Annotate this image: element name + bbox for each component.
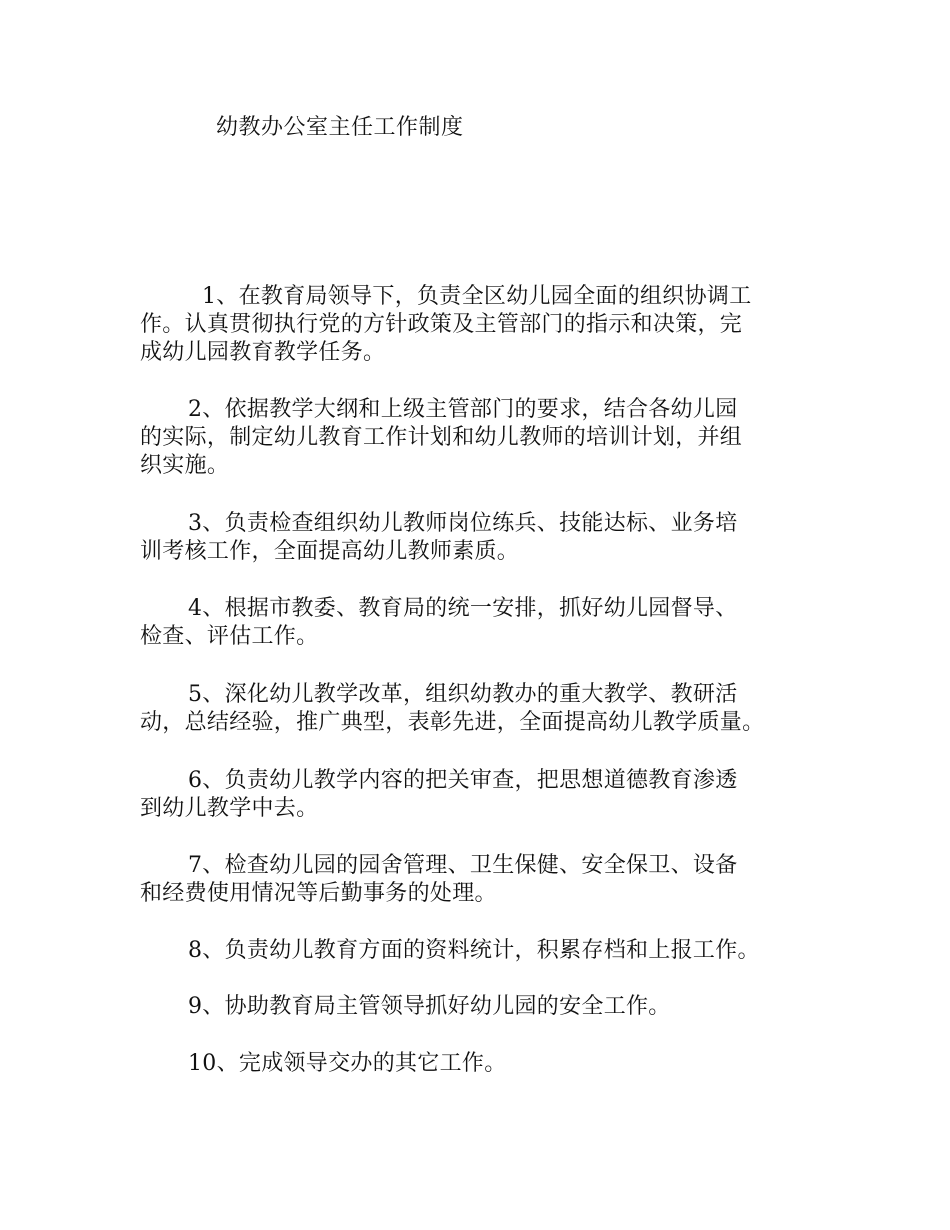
paragraph-9: [140, 993, 830, 1021]
paragraph-line: 8、负责幼儿教育方面的资料统计，积累存档和上报工作。: [188, 938, 760, 963]
paragraph-line: 3、负责检查组织幼儿教师岗位练兵、技能达标、业务培: [188, 511, 738, 536]
paragraph-line: 1、在教育局领导下，负责全区幼儿园全面的组织协调工: [202, 284, 752, 309]
paragraph-line: 成幼儿园教育教学任务。: [140, 340, 386, 365]
paragraph-line: 作。认真贯彻执行党的方针政策及主管部门的指示和决策，完: [140, 312, 743, 337]
paragraph-line: 的实际，制定幼儿教育工作计划和幼儿教师的培训计划，并组: [140, 425, 743, 450]
paragraph-2: [140, 396, 830, 480]
paragraph-line: 动，总结经验，推广典型，表彰先进，全面提高幼儿教学质量。: [140, 710, 765, 735]
paragraph-10: [140, 1050, 830, 1078]
paragraph-1: [140, 283, 830, 367]
paragraph-5: [140, 681, 830, 737]
paragraph-6: [140, 767, 830, 823]
paragraph-7: [140, 852, 830, 908]
document-title: 幼教办公室主任工作制度: [216, 115, 464, 140]
paragraph-line: 到幼儿教学中去。: [140, 796, 319, 821]
paragraph-line: 10、完成领导交办的其它工作。: [188, 1051, 507, 1076]
paragraph-line: 2、依据教学大纲和上级主管部门的要求，结合各幼儿园: [188, 397, 738, 422]
paragraph-line: 7、检查幼儿园的园舍管理、卫生保健、安全保卫、设备: [188, 853, 738, 878]
paragraph-8: [140, 937, 830, 965]
paragraph-line: 和经费使用情况等后勤事务的处理。: [140, 881, 497, 906]
paragraph-4: [140, 595, 830, 651]
paragraph-line: 5、深化幼儿教学改革，组织幼教办的重大教学、教研活: [188, 682, 738, 707]
paragraph-line: 检查、评估工作。: [140, 624, 319, 649]
paragraph-line: 4、根据市教委、教育局的统一安排，抓好幼儿园督导、: [188, 596, 738, 621]
paragraph-line: 9、协助教育局主管领导抓好幼儿园的安全工作。: [188, 994, 671, 1019]
paragraph-line: 织实施。: [140, 453, 230, 478]
paragraph-line: 训考核工作，全面提高幼儿教师素质。: [140, 539, 520, 564]
paragraph-line: 6、负责幼儿教学内容的把关审查，把思想道德教育渗透: [188, 768, 738, 793]
paragraph-3: [140, 510, 830, 566]
